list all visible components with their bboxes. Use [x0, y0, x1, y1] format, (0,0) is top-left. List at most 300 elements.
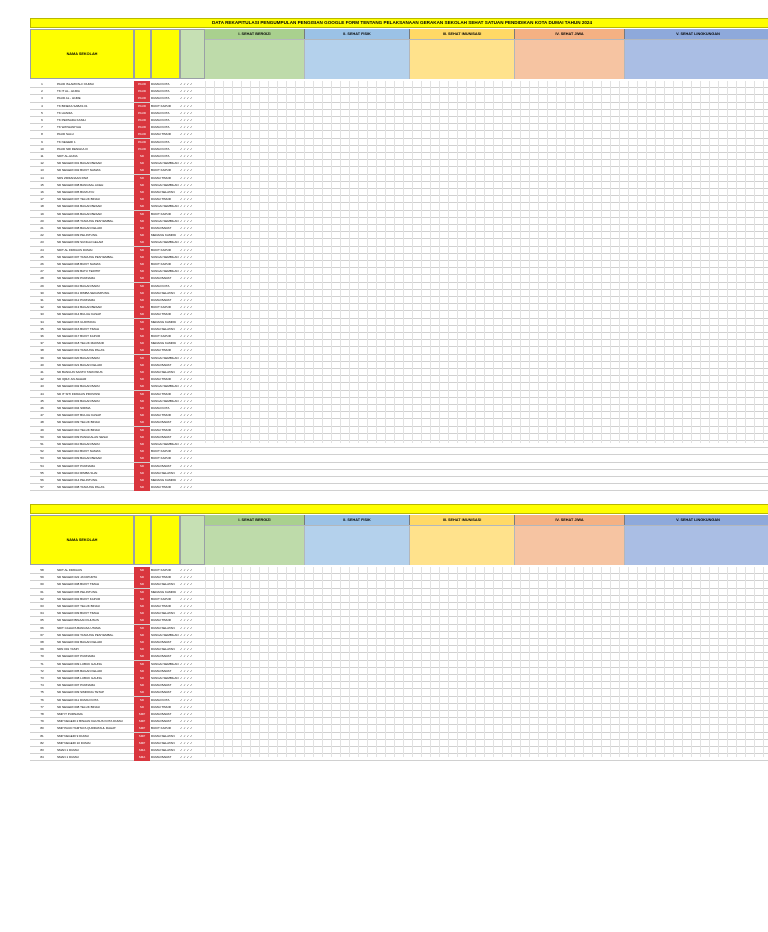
school-name: SD NEGERI 010 TELUK BINJAI — [57, 427, 100, 432]
school-name: SD NEGERI 009 SUNGAI GELAM — [57, 240, 104, 245]
selection-marks: ✓✓✓✓ — [180, 82, 194, 86]
row-number: 72 — [40, 668, 44, 673]
row-number: 29 — [40, 283, 44, 288]
school-district: DUMAI BARAT — [151, 434, 172, 439]
grid-line — [250, 567, 251, 757]
row-number: 18 — [40, 204, 44, 209]
school-name: SD NEGERI 002 BAGAN BARU — [57, 384, 100, 389]
grid-line — [538, 81, 539, 443]
row-number: 78 — [40, 712, 44, 716]
row-number: 41 — [40, 370, 44, 374]
school-level: SD — [134, 225, 150, 232]
row-number: 35 — [40, 326, 44, 331]
school-name: SD NEGERI 010 BAGAN BARU — [57, 283, 100, 288]
school-name: SD NEGERI 020 BAGAN BARU — [57, 355, 100, 360]
grid-line — [682, 81, 683, 443]
grid-line — [511, 567, 512, 757]
table-row — [30, 369, 768, 376]
selection-marks: ✓✓✓✓ — [180, 712, 194, 716]
selection-marks: ✓✓✓✓ — [180, 618, 194, 623]
school-level: SD — [134, 254, 150, 261]
row-number: 36 — [40, 334, 44, 338]
school-level: SD — [134, 603, 150, 610]
school-name: SD NEGERI 001 BAGAN BESAR — [57, 161, 102, 166]
school-name: SMP NEGERI 9 DUMAI — [57, 733, 89, 738]
school-name: SDIT CAHAYA BANGSA UTAMA — [57, 625, 101, 630]
school-level: SD — [134, 448, 150, 455]
school-district: DUMAI KOTA — [151, 89, 170, 94]
school-name: SD NEGERI 005 BAGAN KELADI — [57, 668, 103, 673]
school-district: DUMAI TIMUR — [151, 377, 171, 382]
grid-line — [448, 567, 449, 757]
recap-sheet-1 — [30, 18, 768, 490]
school-level: SD — [134, 682, 150, 689]
school-district: SUNGAI SEMBILAN — [151, 269, 179, 274]
grid-line — [403, 567, 404, 757]
group-subheader — [410, 525, 515, 565]
selection-marks: ✓✓✓✓ — [180, 384, 194, 389]
table-row — [30, 225, 768, 232]
grid-line — [691, 567, 692, 757]
row-number: 4 — [41, 103, 43, 108]
table-row — [30, 725, 768, 732]
school-level: SD — [134, 704, 150, 711]
school-district: DUMAI BARAT — [151, 690, 172, 695]
table-row — [30, 419, 768, 426]
table-row — [30, 326, 768, 333]
school-name: SMP NEGERI 2 BINAAN KHUSUS KOTA DUMAI — [57, 719, 123, 724]
grid-line — [619, 81, 620, 443]
row-number: 11 — [40, 154, 44, 158]
grid-line — [223, 81, 224, 443]
school-district: SUNGAI SEMBILAN — [151, 384, 179, 389]
grid-line — [349, 81, 350, 443]
school-district: DUMAI BARAT — [151, 668, 172, 673]
grid-line — [493, 567, 494, 757]
school-level: PAUD — [134, 110, 150, 117]
row-number: 14 — [40, 175, 44, 180]
group-subheader — [305, 39, 410, 79]
school-name: SD NEGERI 018 TELUK MAKMUR — [57, 341, 104, 346]
table-row — [30, 297, 768, 304]
school-district: DUMAI TIMUR — [151, 197, 171, 202]
header-groups-2 — [205, 515, 768, 565]
table-row — [30, 167, 768, 174]
table-row — [30, 196, 768, 203]
table-row — [30, 376, 768, 383]
row-number: 26 — [40, 262, 44, 266]
table-row — [30, 740, 768, 747]
table-row — [30, 239, 768, 246]
school-name: SD NEGERI 022 JAYAPURTA — [57, 575, 98, 580]
grid-line — [736, 81, 737, 443]
school-level: SD — [134, 268, 150, 275]
row-number: 74 — [40, 683, 44, 688]
table-row — [30, 405, 768, 412]
table-row — [30, 319, 768, 326]
school-level: SD — [134, 196, 150, 203]
school-name: SD NEGERI BINAAN KHUSUS — [57, 618, 99, 623]
grid-line — [727, 567, 728, 757]
row-number: 40 — [40, 362, 44, 367]
school-level: SD — [134, 581, 150, 588]
group-subheader — [410, 39, 515, 79]
selection-marks: ✓✓✓✓ — [180, 96, 194, 101]
grid-line — [241, 567, 242, 757]
table-row — [30, 574, 768, 581]
table-row — [30, 639, 768, 646]
grid-line — [628, 81, 629, 443]
row-number: 58 — [40, 568, 44, 572]
grid-line — [340, 567, 341, 757]
grid-line — [745, 81, 746, 443]
school-level: PAUD — [134, 95, 150, 102]
grid-line — [646, 81, 647, 443]
table-row — [30, 567, 768, 574]
selection-marks: ✓✓✓✓ — [180, 204, 194, 209]
table-row — [30, 355, 768, 362]
table-row — [30, 103, 768, 110]
table-row — [30, 689, 768, 696]
selection-marks: ✓✓✓✓ — [180, 478, 194, 482]
group-sehat-imunisasi-2: III. SEHAT IMUNISASI — [410, 515, 515, 525]
selection-marks: ✓✓✓✓ — [180, 254, 194, 259]
selection-marks: ✓✓✓✓ — [180, 632, 194, 637]
selection-marks: ✓✓✓✓ — [180, 326, 194, 331]
school-level: SD — [134, 596, 150, 603]
school-district: SUNGAI SEMBILAN — [151, 218, 179, 223]
school-district: DUMAI KOTA — [151, 146, 170, 151]
school-district: SUNGAI SEMBILAN — [151, 676, 179, 680]
school-district: DUMAI SELATAN — [151, 611, 175, 616]
grid-line — [592, 81, 593, 443]
school-level: SD — [134, 455, 150, 462]
row-number: 15 — [40, 182, 44, 187]
grid-line — [439, 567, 440, 757]
selection-marks: ✓✓✓✓ — [180, 190, 194, 194]
grid-line — [493, 81, 494, 443]
school-level: SD — [134, 427, 150, 434]
school-level: PAUD — [134, 81, 150, 88]
school-level: SD — [134, 661, 150, 668]
grid-line — [727, 81, 728, 443]
school-name: SD NEGERI 010 RIMBA SUAI — [57, 470, 98, 475]
group-subheader — [625, 525, 768, 565]
grid-line — [718, 81, 719, 443]
school-name: SD NEGERI 007 PURNAMA — [57, 654, 96, 659]
grid-line — [331, 81, 332, 443]
school-district: DUMAI BARAT — [151, 298, 172, 302]
school-level: SD — [134, 441, 150, 448]
grid-line — [709, 567, 710, 757]
school-name: SD NEGERI 008 BAGAN KELADI — [57, 226, 103, 230]
school-level: SD — [134, 275, 150, 282]
table-row — [30, 383, 768, 390]
grid-line — [349, 567, 350, 757]
school-district: DUMAI KOTA — [151, 118, 170, 122]
school-district: DUMAI TIMUR — [151, 312, 171, 317]
selection-marks: ✓✓✓✓ — [180, 420, 194, 425]
grid-line — [358, 567, 359, 757]
selection-marks: ✓✓✓✓ — [180, 596, 194, 601]
selection-marks: ✓✓✓✓ — [180, 247, 194, 252]
header-groups — [205, 29, 768, 79]
school-district: DUMAI TIMUR — [151, 618, 171, 623]
school-district: SUNGAI SEMBILAN — [151, 632, 179, 637]
school-name: PAUD ISLAMIYAH I DUMAI — [57, 82, 94, 86]
school-district: BUKIT KAPUR — [151, 568, 171, 572]
row-number: 32 — [40, 305, 44, 310]
grid-line — [259, 81, 260, 443]
header-jenjang-2 — [134, 515, 151, 565]
school-level: SD — [134, 167, 150, 174]
school-name: SD NEGERI 009 PANGKALAN SESAI — [57, 434, 108, 439]
selection-marks: ✓✓✓✓ — [180, 348, 194, 353]
school-name: SD NEGERI 015 GURITANG — [57, 319, 96, 324]
selection-marks: ✓✓✓✓ — [180, 154, 194, 158]
school-district: DUMAI BARAT — [151, 276, 172, 281]
table-row — [30, 88, 768, 95]
table-row — [30, 448, 768, 455]
selection-marks: ✓✓✓✓ — [180, 211, 194, 216]
table-row — [30, 661, 768, 668]
school-district: DUMAI SELATAN — [151, 740, 175, 745]
school-level: PAUD — [134, 146, 150, 153]
selection-marks: ✓✓✓✓ — [180, 470, 194, 475]
school-district: SUNGAI SEMBILAN — [151, 182, 179, 187]
school-name: SD NEGERI 009 BUKIT TIMAH — [57, 611, 100, 616]
grid-line — [241, 81, 242, 443]
school-name: SD NEGERI 002 BAGAN KELADI — [57, 640, 103, 644]
row-number: 31 — [40, 298, 44, 302]
table-row — [30, 275, 768, 282]
school-level: SD — [134, 182, 150, 189]
selection-marks: ✓✓✓✓ — [180, 427, 194, 432]
school-district: BUKIT KAPUR — [151, 456, 171, 461]
grid-line — [664, 81, 665, 443]
school-district: DUMAI BARAT — [151, 719, 172, 724]
school-name: SMP IT PURNAMA — [57, 712, 83, 716]
grid-line — [682, 567, 683, 757]
selection-marks: ✓✓✓✓ — [180, 683, 194, 688]
selection-marks: ✓✓✓✓ — [180, 226, 194, 230]
row-number: 52 — [40, 449, 44, 454]
school-level: SD — [134, 261, 150, 268]
school-level: PAUD — [134, 117, 150, 124]
school-level: SMP — [134, 725, 150, 732]
grid-line — [448, 81, 449, 443]
table-row — [30, 596, 768, 603]
row-number: 20 — [40, 218, 44, 223]
table-row — [30, 189, 768, 196]
grid-line — [637, 81, 638, 443]
school-district: DUMAI TIMUR — [151, 704, 171, 709]
row-number: 12 — [40, 161, 44, 166]
school-name: SD NEGERI 009 LUBUK GAUNG — [57, 661, 103, 666]
grid-line — [646, 567, 647, 757]
school-level: PAUD — [134, 103, 150, 110]
grid-line — [700, 81, 701, 443]
group-subheader — [305, 525, 410, 565]
school-level: SD — [134, 326, 150, 333]
header-jenjang — [134, 29, 151, 79]
grid-line — [223, 567, 224, 757]
grid-line — [268, 81, 269, 443]
row-number: 39 — [40, 355, 44, 360]
school-district: SUNGAI SEMBILAN — [151, 204, 179, 209]
school-name: SDS ZIRFANAAN PAM — [57, 175, 88, 180]
selection-marks: ✓✓✓✓ — [180, 640, 194, 644]
grid-line — [367, 567, 368, 757]
row-number: 43 — [40, 384, 44, 389]
school-name: SD NEGERI 007 TELUK BINJAI — [57, 604, 100, 608]
grid-line — [331, 567, 332, 757]
grid-line — [475, 81, 476, 443]
row-number: 77 — [40, 704, 44, 709]
grid-line — [268, 567, 269, 757]
row-number: 51 — [40, 442, 44, 446]
grid-line — [250, 81, 251, 443]
grid-line — [736, 567, 737, 757]
school-name: SD NEGERI 009 PELINTUNG — [57, 233, 98, 238]
school-name: SMP PAUD TAMTAYA QURRATAUL RAHAT — [57, 726, 116, 731]
selection-marks: ✓✓✓✓ — [180, 341, 194, 346]
school-district: DUMAI SELATAN — [151, 326, 175, 331]
grid-line — [529, 567, 530, 757]
school-district: SUNGAI SEMBILAN — [151, 240, 179, 245]
school-name: SD BANGUN SANTO TARCISIUS — [57, 370, 103, 374]
school-name: SMAN 1 DUMAI — [57, 748, 79, 752]
school-level: SD — [134, 639, 150, 646]
grid-line — [385, 567, 386, 757]
grid-line — [745, 567, 746, 757]
table-row — [30, 283, 768, 290]
row-number: 2 — [41, 89, 43, 94]
grid-line — [358, 81, 359, 443]
table-row — [30, 412, 768, 419]
selection-marks: ✓✓✓✓ — [180, 413, 194, 418]
school-level: SD — [134, 333, 150, 340]
school-level: SD — [134, 419, 150, 426]
row-number: 44 — [40, 391, 44, 396]
group-sehat-jiwa-2: IV. SEHAT JIWA — [515, 515, 625, 525]
row-number: 45 — [40, 398, 44, 403]
school-level: SD — [134, 470, 150, 477]
selection-marks: ✓✓✓✓ — [180, 370, 194, 374]
school-name: SD NEGERI 006 BAGAN BESAR — [57, 211, 102, 216]
table-row — [30, 153, 768, 160]
table-row — [30, 711, 768, 718]
row-number: 23 — [40, 240, 44, 245]
row-number: 64 — [40, 611, 44, 616]
school-name: SDN 001 YASPI — [57, 647, 79, 652]
selection-marks: ✓✓✓✓ — [180, 740, 194, 745]
grid-line — [547, 81, 548, 443]
selection-marks: ✓✓✓✓ — [180, 125, 194, 130]
grid-line — [574, 567, 575, 757]
grid-line — [421, 81, 422, 443]
school-name: TK HANIFA — [57, 110, 73, 115]
grid-line — [295, 81, 296, 443]
selection-marks: ✓✓✓✓ — [180, 132, 194, 137]
table-row — [30, 110, 768, 117]
school-level: SD — [134, 574, 150, 581]
grid-line — [718, 567, 719, 757]
grid-line — [457, 567, 458, 757]
selection-marks: ✓✓✓✓ — [180, 582, 194, 587]
school-level: SD — [134, 218, 150, 225]
school-district: BUKIT KAPUR — [151, 103, 171, 108]
grid-line — [754, 81, 755, 443]
selection-marks: ✓✓✓✓ — [180, 668, 194, 673]
grid-line — [457, 81, 458, 443]
selection-marks: ✓✓✓✓ — [180, 305, 194, 310]
school-district: DUMAI KOTA — [151, 283, 170, 288]
selection-marks: ✓✓✓✓ — [180, 175, 194, 180]
table-row — [30, 754, 768, 761]
school-name: SD NEGERI 007 BULUH KASAP — [57, 413, 102, 418]
school-table-2 — [30, 567, 768, 760]
grid-line — [556, 81, 557, 443]
school-name: SDIT AL FIRDAUS DUMAI — [57, 247, 93, 252]
group-subheader — [205, 525, 305, 565]
school-name: SD NEGERI 008 BUKIT TIMAH — [57, 582, 100, 587]
grid-line — [673, 567, 674, 757]
row-number: 17 — [40, 197, 44, 202]
selection-marks: ✓✓✓✓ — [180, 611, 194, 616]
school-name: SD NEGERI 014 BULUH KASAP — [57, 312, 102, 317]
table-row — [30, 175, 768, 182]
school-name: SD NEGERI 003 BAGAN BARU — [57, 398, 100, 403]
school-name: SD NEGERI 016 BUKIT TIMAH — [57, 326, 100, 331]
table-row — [30, 463, 768, 470]
grid-line — [232, 567, 233, 757]
school-level: SD — [134, 304, 150, 311]
header-kecamatan-2 — [151, 515, 180, 565]
selection-marks: ✓✓✓✓ — [180, 755, 194, 760]
table-row — [30, 617, 768, 624]
grid-line — [763, 567, 764, 757]
school-district: SUNGAI SEMBILAN — [151, 355, 179, 360]
table-row — [30, 333, 768, 340]
selection-marks: ✓✓✓✓ — [180, 485, 194, 490]
school-district: DUMAI TIMUR — [151, 391, 171, 396]
school-level: SD — [134, 477, 150, 484]
group-subheader — [625, 39, 768, 79]
table-row — [30, 610, 768, 617]
grid-line — [619, 567, 620, 757]
row-number: 27 — [40, 269, 44, 274]
table-row — [30, 484, 768, 491]
row-number: 76 — [40, 697, 44, 702]
grid-line — [214, 81, 215, 443]
row-number: 49 — [40, 427, 44, 432]
school-name: SD NEGERI 012 PURNAMA — [57, 298, 96, 302]
school-level: SD — [134, 617, 150, 624]
header-school-block — [30, 29, 134, 79]
school-name: SD NEGERI 010 BAGAN BARU — [57, 442, 100, 446]
school-table-1 — [30, 81, 768, 490]
school-name: SD NEGERI 008 BUKIT NAMAS — [57, 262, 101, 266]
row-number: 73 — [40, 676, 44, 680]
grid-line — [322, 81, 323, 443]
table-row — [30, 81, 768, 88]
school-district: DUMAI SELATAN — [151, 290, 175, 295]
school-level: SD — [134, 391, 150, 398]
school-name: PAUD SRI RENGKA III — [57, 146, 88, 151]
school-district: BUKIT KAPUR — [151, 247, 171, 252]
school-district: DUMAI BARAT — [151, 712, 172, 716]
